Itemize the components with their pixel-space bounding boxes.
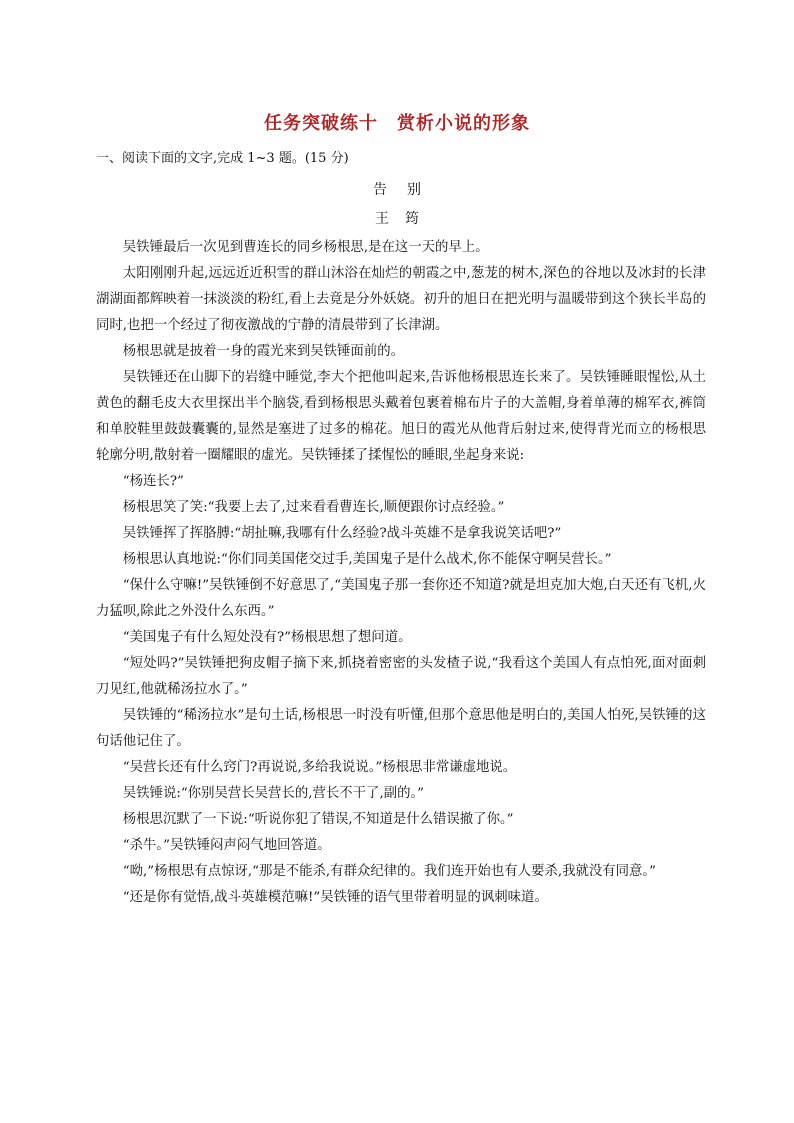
paragraph: 吴铁锤还在山脚下的岩缝中睡觉,李大个把他叫起来,告诉他杨根思连长来了。吴铁锤睡眼惺忪,从土黄色的翻毛皮大衣里探出半个脑袋,看到杨根思头戴着包裹着棉布片子的大盖帽,身着单薄的棉军衣,裤筒和单胶鞋里鼓鼓囊囊的,显然是塞进了过多的棉花。旭日的霞光从他背后射过来,使得背光而立的杨根思轮廓分明,散射着一圈耀眼的虚光。吴铁锤揉了揉惺忪的睡眼,坐起身来说: [96,370,706,463]
paragraph: “呦,”杨根思有点惊讶,“那是不能杀,有群众纪律的。我们连开始也有人要杀,我就没有同意。” [122,864,656,879]
paragraph: “杀牛。”吴铁锤闷声闷气地回答道。 [122,838,331,853]
paragraph: “还是你有觉悟,战斗英雄模范嘛!”吴铁锤的语气里带着明显的讽刺味道。 [122,890,548,905]
paragraph: 太阳刚刚升起,远远近近积雪的群山沐浴在灿烂的朝霞之中,葱茏的树木,深色的谷地以及冰封的长津湖湖面都辉映着一抹淡淡的粉红,看上去竟是分外妖娆。初升的旭日在把光明与温暖带到这个狭长半岛的同时,也把一个经过了彻夜激战的宁静的清晨带到了长津湖。 [96,266,706,333]
paragraph: “保什么守嘛!”吴铁锤倒不好意思了,“美国鬼子那一套你还不知道?就是坦克加大炮,白天还有飞机,火力猛呗,除此之外没什么东西。” [96,578,706,619]
paragraph: 吴铁锤挥了挥胳膊:“胡扯嘛,我哪有什么经验?战斗英雄不是拿我说笑话吧?” [122,526,562,541]
paragraph: 吴铁锤的“稀汤拉水”是句土话,杨根思一时没有听懂,但那个意思他是明白的,美国人怕死,吴铁锤的这句话他记住了。 [96,708,706,749]
paragraph: 吴铁锤说:“你别吴营长吴营长的,营长不干了,副的。” [122,786,425,801]
paragraph: “短处吗?”吴铁锤把狗皮帽子摘下来,抓挠着密密的头发楂子说,“我看这个美国人有点怕死,面对面刺刀见红,他就稀汤拉水了。” [96,656,706,697]
paragraph: “美国鬼子有什么短处没有?”杨根思想了想问道。 [122,630,412,645]
paragraph: “吴营长还有什么窍门?再说说,多给我说说。”杨根思非常谦虚地说。 [122,760,517,775]
paragraph: 杨根思认真地说:“你们同美国佬交过手,美国鬼子是什么战术,你不能保守啊吴营长。” [122,552,612,567]
page-title: 任务突破练十 赏析小说的形象 [264,113,530,134]
paragraph: “杨连长?” [122,474,184,489]
story-body [96,235,706,911]
paragraph: 杨根思就是披着一身的霞光来到吴铁锤面前的。 [122,344,404,359]
paragraph: 杨根思沉默了一下说:“听说你犯了错误,不知道是什么错误撤了你。” [122,812,514,827]
paragraph: 吴铁锤最后一次见到曹连长的同乡杨根思,是在这一天的早上。 [122,240,489,255]
question-instruction: 一、阅读下面的文字,完成 1~3 题。(15 分) [96,151,349,166]
paragraph: 杨根思笑了笑:“我要上去了,过来看看曹连长,顺便跟你讨点经验。” [122,500,505,515]
story-author: 王筠 [375,211,435,227]
story-title: 告别 [373,182,441,198]
